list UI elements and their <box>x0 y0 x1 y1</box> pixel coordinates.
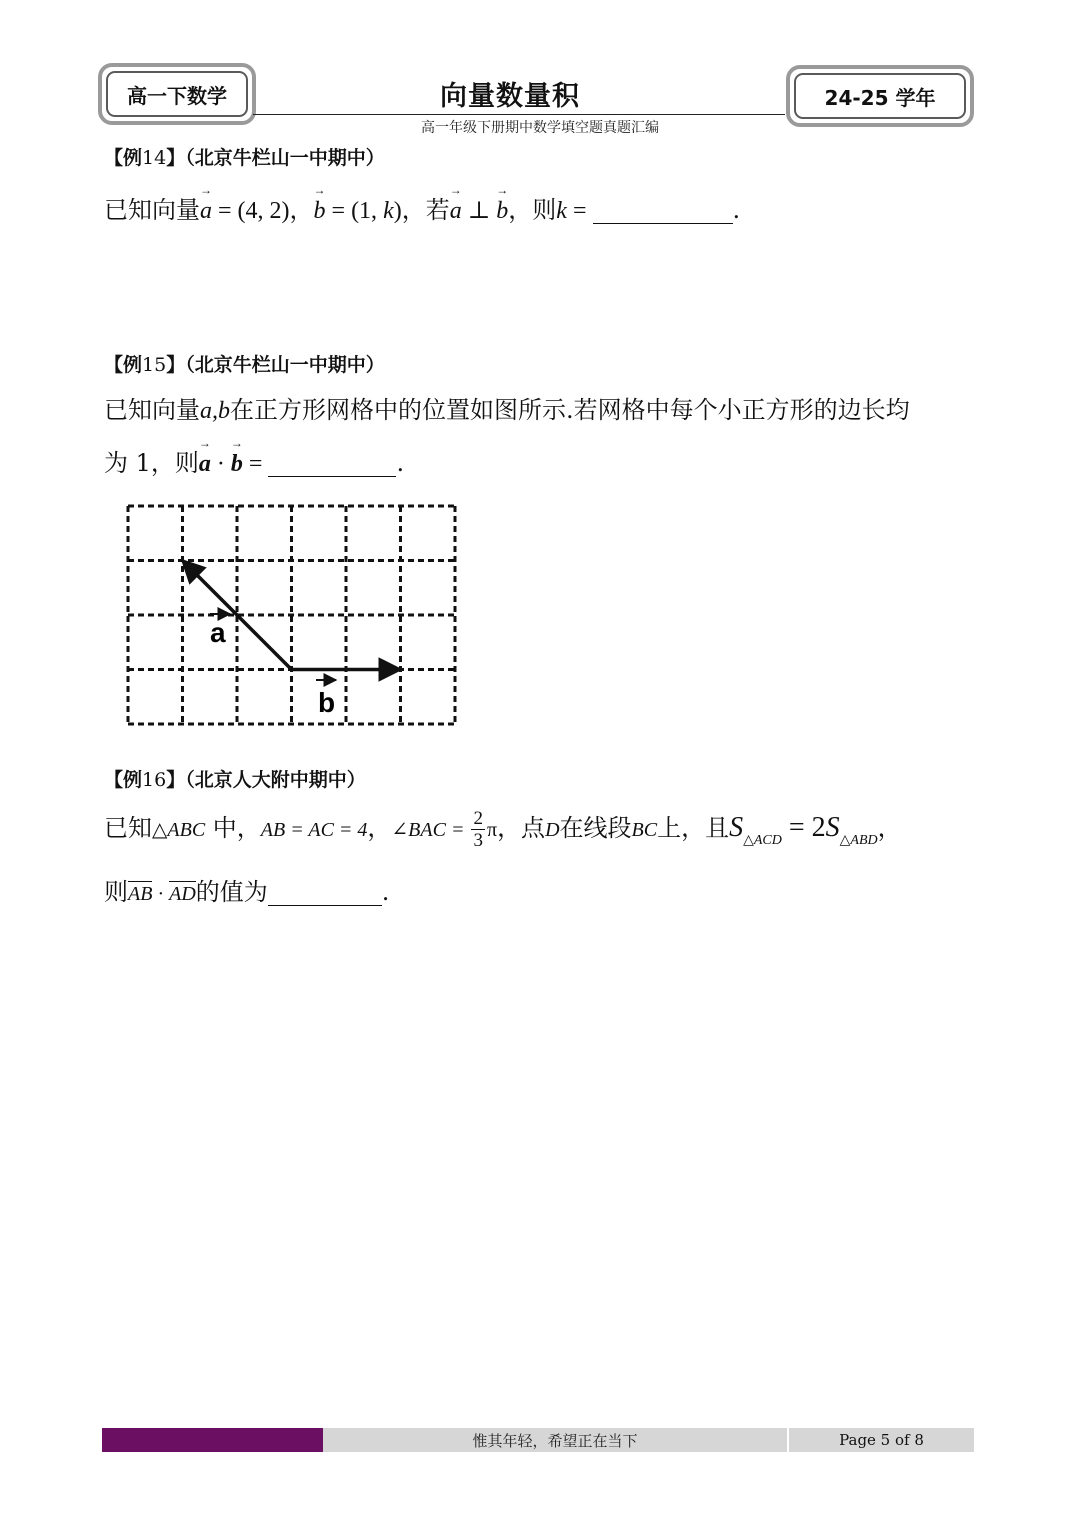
area-subscript-abd: △ABD <box>839 833 878 848</box>
question-text: 在正方形网格中的位置如图所示.若网格中每个小正方形的边长均 <box>230 396 910 424</box>
vector-b-coords: = (1, <box>325 198 384 224</box>
example-14-heading <box>104 143 385 170</box>
period: . <box>396 449 405 477</box>
question-text: 已知向量 <box>104 396 200 424</box>
example-source: （北京牛栏山一中期中） <box>185 147 385 169</box>
variable-k: k <box>383 198 394 224</box>
year-tag-label: 24-25 学年 <box>794 73 966 119</box>
question-text: ，若 <box>401 196 450 224</box>
bracket-close: 】 <box>166 769 186 791</box>
footer-accent-bar <box>102 1428 323 1452</box>
example-number: 15 <box>142 354 167 376</box>
dot-symbol: · <box>210 451 231 477</box>
vector-ab: AB <box>128 883 153 905</box>
example-number: 16 <box>142 769 167 791</box>
vector-b: → b <box>314 198 326 225</box>
dot-symbol: · <box>152 883 170 905</box>
perp-symbol: ⊥ <box>461 198 497 224</box>
equals: = <box>242 451 269 477</box>
point-d: D <box>545 819 560 841</box>
example-number: 14 <box>142 147 167 169</box>
bracket-close: 】 <box>166 147 186 169</box>
page-subtitle: 高一年级下册期中数学填空题真题汇编 <box>421 120 659 136</box>
vector-a: → a <box>199 451 211 478</box>
equals: = <box>566 198 593 224</box>
header-rule <box>253 114 785 115</box>
question-text: 中， <box>205 814 261 842</box>
fraction-numerator: 2 <box>473 808 483 829</box>
vector-a-label: a <box>210 617 226 648</box>
area-subscript-acd: △ACD <box>743 833 782 848</box>
page-title: 向量数量积 <box>440 81 580 112</box>
example-16-heading <box>104 765 366 792</box>
question-text: ， <box>367 814 392 842</box>
question-text: 则 <box>104 878 128 906</box>
answer-blank[interactable] <box>268 450 396 477</box>
vectors-ab: a,b <box>200 398 230 424</box>
vector-a: → a <box>450 198 462 225</box>
question-text: 上，且 <box>657 814 730 842</box>
example-16-question-line1 <box>104 808 902 851</box>
question-text: 已知向量 <box>104 196 200 224</box>
fraction-two-thirds <box>471 808 485 851</box>
footer-motto: 惟其年轻，希望正在当下 <box>323 1428 787 1452</box>
year-tag <box>786 65 974 127</box>
question-text: ， <box>289 196 314 224</box>
period: . <box>732 196 741 224</box>
vector-a-coords: = (4, 2) <box>212 198 290 224</box>
area-s: S <box>825 812 840 843</box>
example-16-question-line2 <box>104 872 389 907</box>
vector-grid-figure <box>118 496 464 732</box>
question-text: 在线段 <box>559 814 632 842</box>
triangle-abc: △ABC <box>152 819 206 841</box>
equals-two: = 2 <box>781 812 826 843</box>
bracket-close: 】 <box>166 354 186 376</box>
course-tag <box>98 63 256 125</box>
segment-bc: BC <box>631 819 658 841</box>
period: . <box>381 878 390 906</box>
answer-blank[interactable] <box>268 879 382 906</box>
vector-ad: AD <box>169 883 196 905</box>
bracket-open: 【例 <box>104 354 143 376</box>
vector-b: → b <box>496 198 508 225</box>
answer-blank[interactable] <box>593 197 733 224</box>
variable-k: k <box>556 198 567 224</box>
bracket-open: 【例 <box>104 769 143 791</box>
example-source: （北京牛栏山一中期中） <box>185 354 385 376</box>
question-text: 已知 <box>104 814 152 842</box>
area-s: S <box>729 812 744 843</box>
page-number: Page 5 of 8 <box>789 1428 974 1452</box>
fraction-denominator: 3 <box>473 830 483 851</box>
question-text: ， <box>877 814 902 842</box>
condition-sides: AB = AC = 4 <box>260 819 368 841</box>
vector-a: → a <box>200 198 212 225</box>
angle-bac: ∠BAC = <box>391 819 470 841</box>
vector-b-coords: ) <box>393 198 402 224</box>
example-14-question <box>104 190 740 225</box>
example-15-question-line2 <box>104 443 404 478</box>
question-text: 为 1，则 <box>104 449 199 477</box>
example-15-question-line1 <box>104 390 910 425</box>
question-text: ，则 <box>508 196 557 224</box>
grid-lines <box>128 506 455 724</box>
vector-b-label: b <box>318 687 336 718</box>
vector-b: → b <box>231 451 243 478</box>
example-source: （北京人大附中期中） <box>185 769 366 791</box>
course-tag-label: 高一下数学 <box>106 71 248 117</box>
question-text: 的值为 <box>195 878 268 906</box>
bracket-open: 【例 <box>104 147 143 169</box>
example-15-heading <box>104 350 385 377</box>
pi-symbol: π <box>486 819 498 841</box>
question-text: ，点 <box>497 814 546 842</box>
